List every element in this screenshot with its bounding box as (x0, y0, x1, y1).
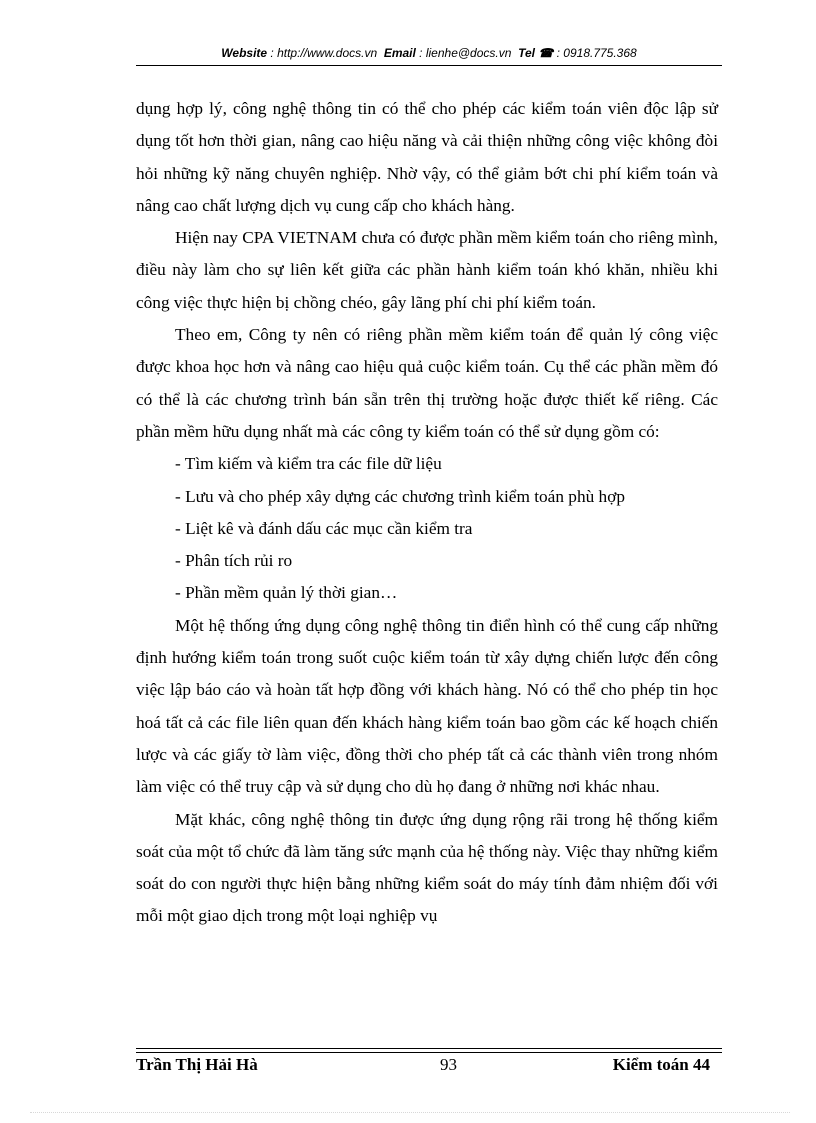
paragraph-software-recommendation: Theo em, Công ty nên có riêng phần mềm kiểm toán để quản lý công việc được khoa học hơn và nâng cao hiệu quả cuộc kiểm toán. Cụ thể các phần mềm đó có thể là các chương trình bán sẵn trên thị trường hoặc được thiết kế riêng. Các phần mềm hữu dụng nhất mà các công ty kiểm toán có thể sử dụng gồm có: (136, 325, 718, 441)
paragraph-it-system: Một hệ thống ứng dụng công nghệ thông tin điển hình có thể cung cấp những định hướng kiểm toán trong suốt cuộc kiểm toán từ xây dựng chiến lược đến công việc lập báo cáo và hoàn tất hợp đồng với khách hàng. Nó có thể cho phép tin học hoá tất cả các file liên quan đến khách hàng kiểm toán bao gồm các kế hoạch chiến lược và các giấy tờ làm việc, đồng thời cho phép tất cả các thành viên trong nhóm làm việc có thể truy cập và sử dụng cho dù họ đang ở những nơi khác nhau. (136, 615, 718, 797)
website-value: : http://www.docs.vn (270, 46, 378, 60)
footer-course: Kiểm toán 44 (612, 1055, 710, 1074)
tel-value: : 0918.775.368 (556, 46, 637, 60)
list-item: - Phân tích rủi ro (175, 551, 293, 571)
footer-rule (136, 1048, 722, 1049)
page-bottom-divider (30, 1112, 790, 1113)
list-item: - Tìm kiếm và kiểm tra các file dữ liệu (175, 454, 442, 474)
email-value: : lienhe@docs.vn (419, 46, 512, 60)
website-label: Website (221, 46, 268, 60)
footer-author: Trần Thị Hải Hà (136, 1055, 258, 1074)
tel-label: Tel (518, 46, 535, 60)
footer-rule-secondary (136, 1052, 722, 1053)
document-body (136, 93, 718, 933)
paragraph-control-system: Mặt khác, công nghệ thông tin được ứng dụng rộng rãi trong hệ thống kiểm soát của một tổ chức đã làm tăng sức mạnh của hệ thống này. Việc thay những kiểm soát do con người thực hiện bằng những kiểm soát do máy tính đảm nhiệm đối với mỗi một giao dịch trong một loại nghiệp vụ (136, 809, 718, 926)
list-item: - Lưu và cho phép xây dựng các chương trình kiểm toán phù hợp (175, 486, 625, 506)
paragraph-cpa-vietnam: Hiện nay CPA VIETNAM chưa có được phần mềm kiểm toán cho riêng mình, điều này làm cho sự liên kết giữa các phần hành kiểm toán khó khăn, nhiều khi công việc thực hiện bị chồng chéo, gây lãng phí chi phí kiểm toán. (136, 228, 718, 312)
page-header (136, 46, 722, 60)
header-rule (136, 65, 722, 66)
phone-icon: ☎ (538, 46, 554, 60)
paragraph-continuation: dụng hợp lý, công nghệ thông tin có thể cho phép các kiểm toán viên độc lập sử dụng tốt hơn thời gian, nâng cao hiệu năng và cải thiện những công việc không đòi hỏi những kỹ năng chuyên nghiệp. Nhờ vậy, có thể giảm bớt chi phí kiểm toán và nâng cao chất lượng dịch vụ cung cấp cho khách hàng. (136, 99, 718, 215)
email-label: Email (383, 46, 416, 60)
page-number: 93 (440, 1055, 457, 1074)
list-item: - Phần mềm quản lý thời gian… (175, 583, 398, 603)
list-item: - Liệt kê và đánh dấu các mục cần kiểm tra (175, 518, 473, 538)
